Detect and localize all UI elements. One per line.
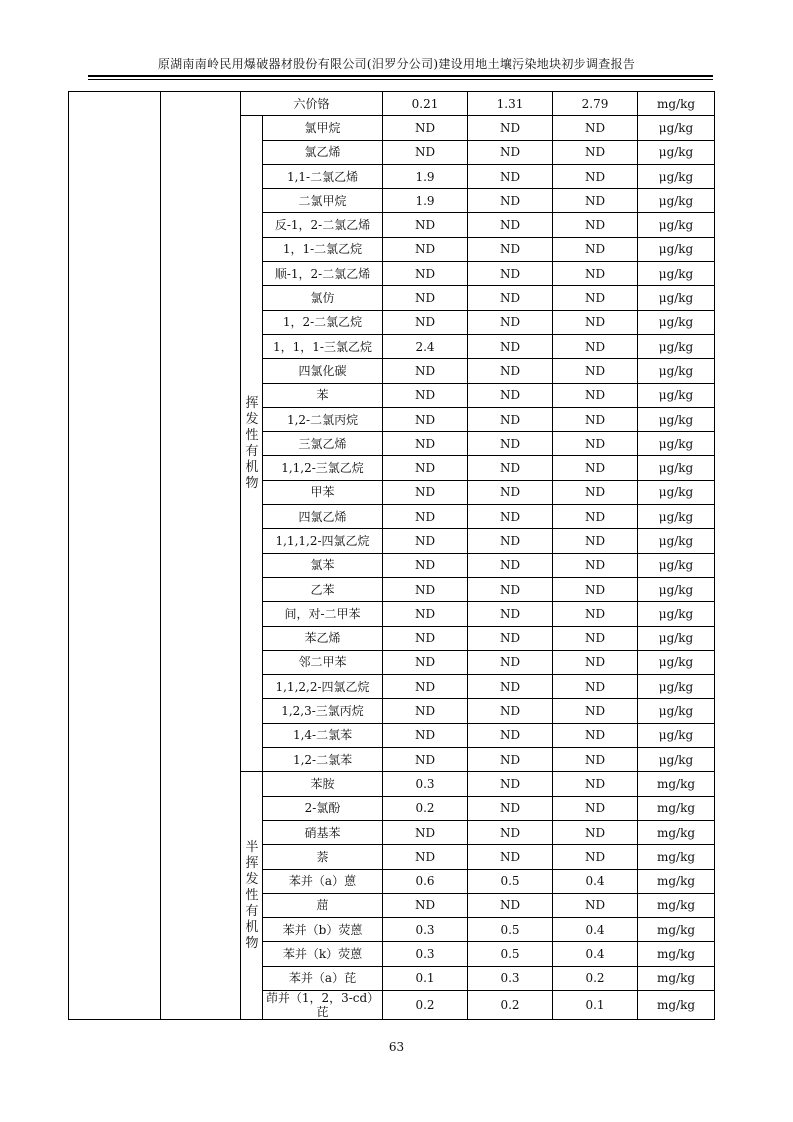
unit-cell: mg/kg [638,92,715,116]
unit-cell: μg/kg [638,748,715,772]
value-cell: ND [383,505,468,529]
value-cell: 2.79 [553,92,638,116]
value-cell: ND [383,480,468,504]
value-cell: ND [383,116,468,140]
value-cell: ND [383,140,468,164]
value-cell: ND [383,432,468,456]
analyte-name: 反-1，2-二氯乙烯 [263,213,383,237]
value-cell: 0.5 [468,869,553,893]
value-cell: ND [468,383,553,407]
analyte-name: 1，1-二氯乙烷 [263,237,383,261]
value-cell: 0.2 [553,966,638,990]
page-number: 63 [388,1040,405,1054]
unit-cell: μg/kg [638,432,715,456]
report-header-title: 原湖南南岭民用爆破器材股份有限公司(汨罗分公司)建设用地土壤污染地块初步调查报告 [157,57,636,71]
value-cell: ND [383,845,468,869]
unit-cell: mg/kg [638,966,715,990]
unit-cell: μg/kg [638,359,715,383]
value-cell: ND [468,310,553,334]
value-cell: 0.3 [383,772,468,796]
value-cell: ND [468,237,553,261]
analyte-name: 四氯化碳 [263,359,383,383]
unit-cell: μg/kg [638,699,715,723]
value-cell: ND [553,748,638,772]
value-cell: ND [553,553,638,577]
group-label-cell [241,772,263,1020]
value-cell: ND [383,237,468,261]
header-rule-thin [88,79,713,80]
value-cell: ND [383,820,468,844]
value-cell: 0.2 [468,990,553,1019]
value-cell: ND [468,407,553,431]
analyte-name: 1,2,3-三氯丙烷 [263,699,383,723]
value-cell: ND [383,383,468,407]
value-cell: ND [383,553,468,577]
value-cell: 1.9 [383,189,468,213]
unit-cell: μg/kg [638,164,715,188]
analyte-name: 1,1-二氯乙烯 [263,164,383,188]
unit-cell: mg/kg [638,796,715,820]
value-cell: ND [468,577,553,601]
value-cell: ND [553,893,638,917]
analyte-name: 六价铬 [241,92,383,116]
analyte-name: 䓛 [263,893,383,917]
unit-cell: mg/kg [638,918,715,942]
value-cell: ND [468,699,553,723]
analyte-name: 1,1,2,2-四氯乙烷 [263,675,383,699]
analyte-name: 硝基苯 [263,820,383,844]
unit-cell: mg/kg [638,893,715,917]
value-cell: 0.21 [383,92,468,116]
analyte-name: 甲苯 [263,480,383,504]
value-cell: 1.9 [383,164,468,188]
analyte-name: 苯并（a）蒽 [263,869,383,893]
unit-cell: μg/kg [638,577,715,601]
analyte-name: 乙苯 [263,577,383,601]
analyte-name: 苯并（k）荧蒽 [263,942,383,966]
value-cell: ND [553,140,638,164]
value-cell: ND [383,675,468,699]
value-cell: 0.3 [383,918,468,942]
analyte-name: 2-氯酚 [263,796,383,820]
value-cell: ND [383,529,468,553]
value-cell: ND [468,820,553,844]
analyte-name: 顺-1，2-二氯乙烯 [263,262,383,286]
unit-cell: μg/kg [638,675,715,699]
value-cell: ND [468,213,553,237]
value-cell: ND [468,456,553,480]
value-cell: ND [553,796,638,820]
analyte-name: 1,2-二氯苯 [263,748,383,772]
value-cell: ND [468,359,553,383]
analyte-name: 氯乙烯 [263,140,383,164]
value-cell: ND [553,189,638,213]
value-cell: ND [553,334,638,358]
value-cell: ND [553,164,638,188]
header-rule-thick [88,75,713,77]
analyte-name: 1,1,2-三氯乙烷 [263,456,383,480]
value-cell: ND [468,286,553,310]
value-cell: ND [383,626,468,650]
value-cell: 0.5 [468,942,553,966]
value-cell: 0.6 [383,869,468,893]
value-cell: ND [468,845,553,869]
analyte-name: 氯仿 [263,286,383,310]
value-cell: ND [383,699,468,723]
unit-cell: μg/kg [638,480,715,504]
value-cell: 0.1 [383,966,468,990]
unit-cell: μg/kg [638,505,715,529]
value-cell: ND [553,772,638,796]
unit-cell: μg/kg [638,407,715,431]
analyte-name: 苯胺 [263,772,383,796]
value-cell: ND [383,407,468,431]
value-cell: ND [383,577,468,601]
analyte-name: 1,2-二氯丙烷 [263,407,383,431]
analyte-name: 间，对-二甲苯 [263,602,383,626]
group-label: 半挥发性有机物 [245,839,259,951]
unit-cell: μg/kg [638,626,715,650]
unit-cell: μg/kg [638,456,715,480]
analyte-name: 苯并（a）芘 [263,966,383,990]
value-cell: ND [468,480,553,504]
analyte-name: 苯并（b）荧蒽 [263,918,383,942]
value-cell: ND [553,262,638,286]
value-cell: ND [383,602,468,626]
value-cell: ND [383,748,468,772]
value-cell: ND [553,626,638,650]
value-cell: ND [383,286,468,310]
value-cell: ND [553,310,638,334]
value-cell: ND [553,237,638,261]
value-cell: ND [553,845,638,869]
analyte-name: 1，1，1-三氯乙烷 [263,334,383,358]
unit-cell: μg/kg [638,383,715,407]
unit-cell: μg/kg [638,529,715,553]
blank-cell-depth [161,92,241,1020]
unit-cell: μg/kg [638,213,715,237]
value-cell: ND [553,116,638,140]
value-cell: ND [383,650,468,674]
analyte-name: 四氯乙烯 [263,505,383,529]
value-cell: ND [383,893,468,917]
unit-cell: μg/kg [638,237,715,261]
value-cell: 0.2 [383,796,468,820]
table-body [69,92,715,1020]
unit-cell: μg/kg [638,602,715,626]
value-cell: ND [553,359,638,383]
value-cell: ND [553,505,638,529]
value-cell: 0.4 [553,942,638,966]
value-cell: ND [468,772,553,796]
value-cell: ND [553,699,638,723]
value-cell: ND [553,383,638,407]
analyte-name: 苯 [263,383,383,407]
value-cell: ND [468,553,553,577]
unit-cell: μg/kg [638,553,715,577]
value-cell: ND [468,432,553,456]
analyte-name: 萘 [263,845,383,869]
unit-cell: μg/kg [638,334,715,358]
value-cell: ND [553,480,638,504]
value-cell: 0.1 [553,990,638,1019]
value-cell: 1.31 [468,92,553,116]
value-cell: ND [468,796,553,820]
value-cell: ND [468,675,553,699]
value-cell: ND [553,675,638,699]
value-cell: ND [468,893,553,917]
analyte-name: 二氯甲烷 [263,189,383,213]
analyte-name: 氯苯 [263,553,383,577]
value-cell: ND [383,723,468,747]
analyte-name: 1，2-二氯乙烷 [263,310,383,334]
value-cell: ND [383,310,468,334]
value-cell: ND [383,213,468,237]
unit-cell: μg/kg [638,116,715,140]
unit-cell: μg/kg [638,310,715,334]
value-cell: 0.5 [468,918,553,942]
unit-cell: μg/kg [638,189,715,213]
value-cell: ND [468,505,553,529]
unit-cell: μg/kg [638,286,715,310]
value-cell: ND [553,820,638,844]
table-row [69,92,715,116]
value-cell: ND [468,723,553,747]
value-cell: ND [553,432,638,456]
value-cell: 0.3 [383,942,468,966]
value-cell: ND [468,164,553,188]
unit-cell: mg/kg [638,869,715,893]
analyte-name: 邻二甲苯 [263,650,383,674]
value-cell: ND [553,723,638,747]
value-cell: ND [383,262,468,286]
value-cell: 2.4 [383,334,468,358]
value-cell: ND [553,213,638,237]
value-cell: ND [468,189,553,213]
unit-cell: μg/kg [638,140,715,164]
analyte-name: 1,1,1,2-四氯乙烷 [263,529,383,553]
value-cell: ND [553,650,638,674]
analyte-name: 苯乙烯 [263,626,383,650]
value-cell: ND [468,626,553,650]
unit-cell: mg/kg [638,845,715,869]
value-cell: ND [468,650,553,674]
value-cell: 0.4 [553,869,638,893]
group-label-cell [241,116,263,772]
analyte-name: 三氯乙烯 [263,432,383,456]
value-cell: 0.3 [468,966,553,990]
value-cell: ND [553,577,638,601]
value-cell: ND [553,286,638,310]
unit-cell: mg/kg [638,990,715,1019]
value-cell: ND [468,140,553,164]
value-cell: ND [468,529,553,553]
value-cell: ND [553,602,638,626]
value-cell: 0.2 [383,990,468,1019]
value-cell: ND [553,529,638,553]
value-cell: ND [383,359,468,383]
value-cell: ND [468,748,553,772]
value-cell: 0.4 [553,918,638,942]
unit-cell: mg/kg [638,820,715,844]
unit-cell: μg/kg [638,262,715,286]
value-cell: ND [468,334,553,358]
group-label: 挥发性有机物 [245,395,259,491]
analyte-name: 氯甲烷 [263,116,383,140]
unit-cell: μg/kg [638,723,715,747]
analyte-name: 茚并（1，2，3-cd）芘 [263,990,383,1019]
results-table [68,91,715,1020]
value-cell: ND [553,407,638,431]
value-cell: ND [553,456,638,480]
blank-cell-sample [69,92,161,1020]
analyte-name: 1,4-二氯苯 [263,723,383,747]
unit-cell: mg/kg [638,772,715,796]
value-cell: ND [468,116,553,140]
unit-cell: μg/kg [638,650,715,674]
value-cell: ND [468,602,553,626]
value-cell: ND [468,262,553,286]
unit-cell: mg/kg [638,942,715,966]
value-cell: ND [383,456,468,480]
